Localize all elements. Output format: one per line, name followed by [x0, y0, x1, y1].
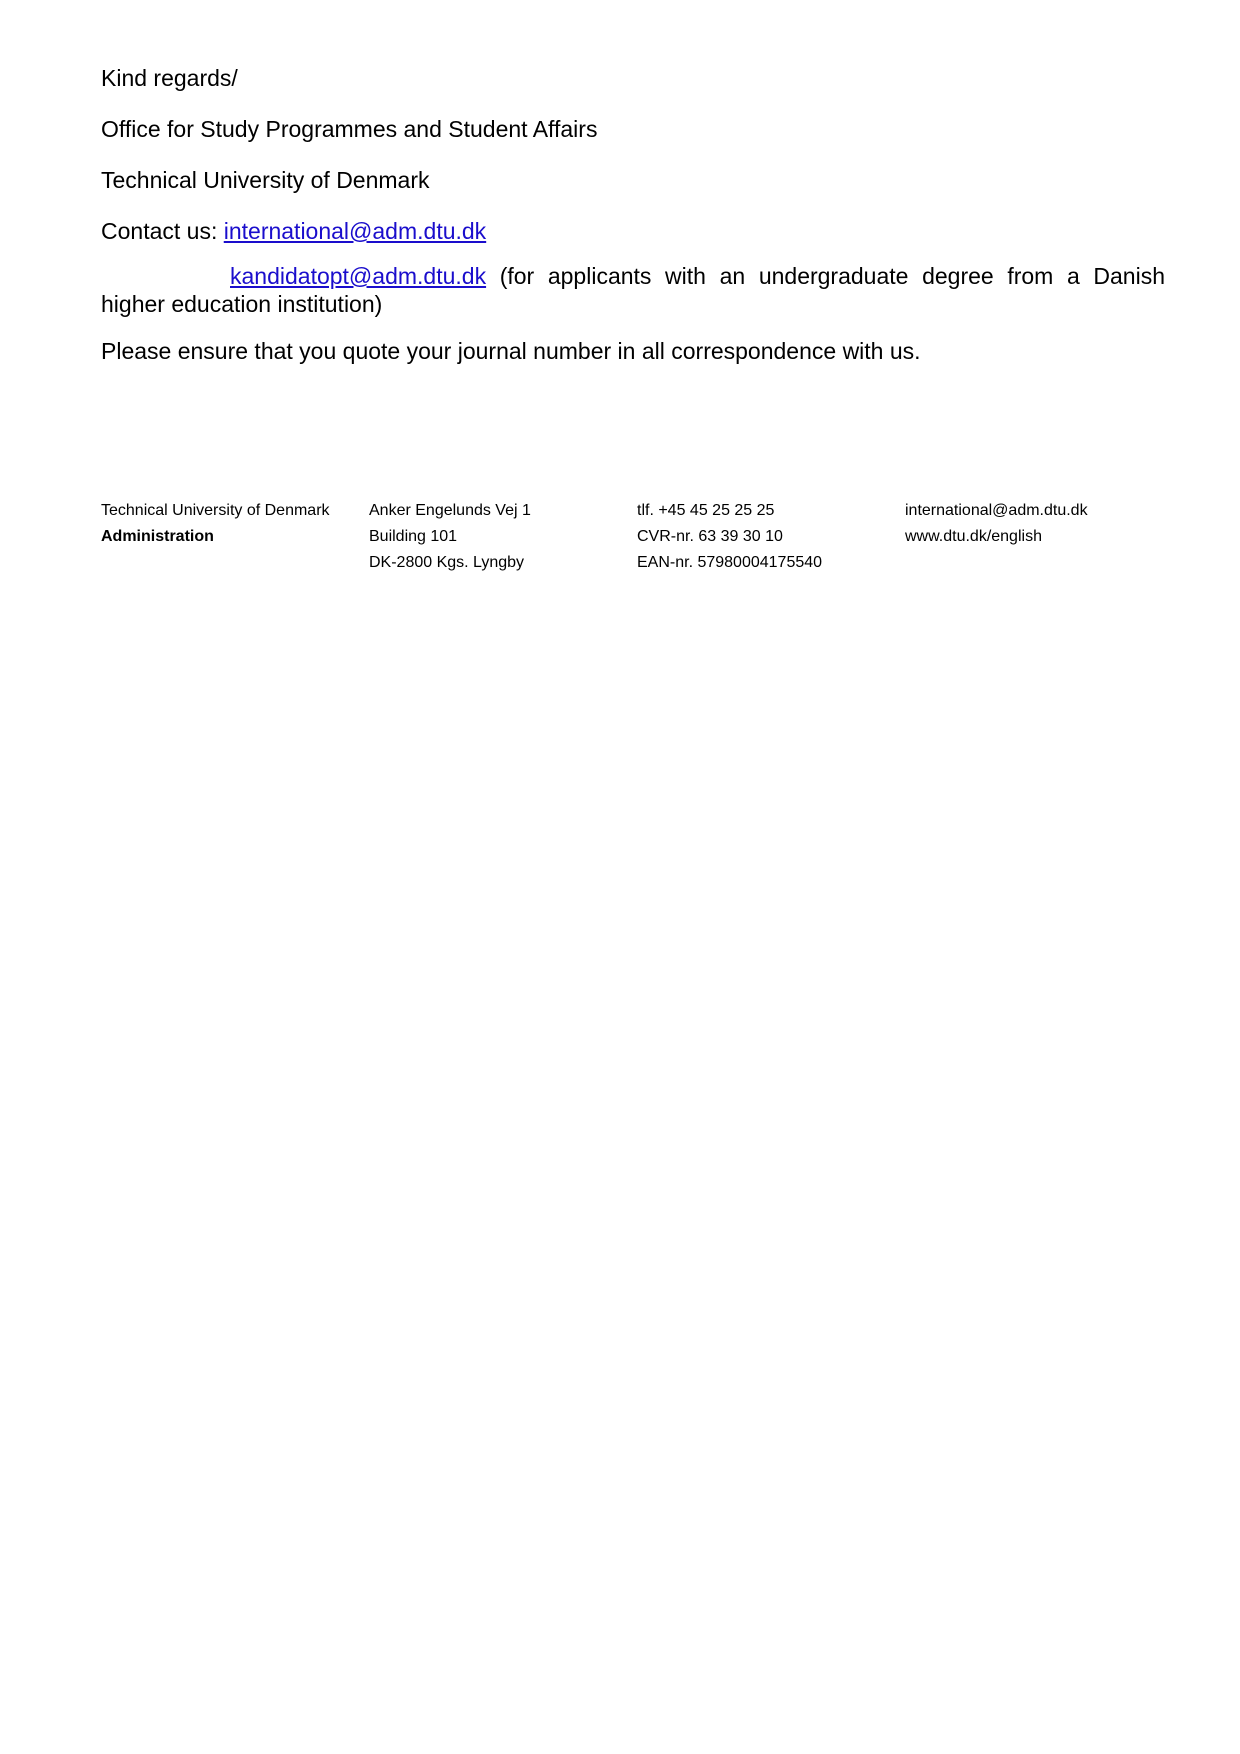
letter-footer — [101, 498, 1161, 576]
office-name: Office for Study Programmes and Student Affairs — [101, 116, 598, 142]
contact-label: Contact us: — [101, 218, 224, 244]
letter-body — [101, 64, 1165, 388]
footer-cvr: CVR-nr. 63 39 30 10 — [637, 528, 783, 545]
footer-email[interactable]: international@adm.dtu.dk — [905, 502, 1088, 519]
kandidatopt-note: (for applicants with an undergraduate degree from a Danish higher education institution) — [101, 263, 1165, 317]
footer-col-address — [369, 498, 637, 576]
footer-col-institution — [101, 498, 369, 576]
contact-line — [101, 217, 1165, 245]
contact-line-2 — [101, 262, 1165, 318]
footer-website[interactable]: www.dtu.dk/english — [905, 528, 1042, 545]
footer-department: Administration — [101, 528, 214, 545]
footer-institution-name: Technical University of Denmark — [101, 502, 330, 519]
closing-text: Kind regards/ — [101, 65, 238, 91]
footer-col-numbers — [637, 498, 905, 576]
footer-col-web — [905, 498, 1155, 576]
footer-ean: EAN-nr. 57980004175540 — [637, 554, 823, 571]
footer-street: Anker Engelunds Vej 1 — [369, 502, 531, 519]
international-email-link[interactable]: international@adm.dtu.dk — [223, 218, 487, 244]
footer-building: Building 101 — [369, 528, 458, 545]
footer-city: DK-2800 Kgs. Lyngby — [369, 554, 525, 571]
kandidatopt-email-link[interactable]: kandidatopt@adm.dtu.dk — [230, 263, 487, 289]
journal-note: Please ensure that you quote your journal number in all correspondence with us. — [101, 338, 921, 364]
footer-phone: tlf. +45 45 25 25 25 — [637, 502, 775, 519]
university-name: Technical University of Denmark — [101, 167, 430, 193]
